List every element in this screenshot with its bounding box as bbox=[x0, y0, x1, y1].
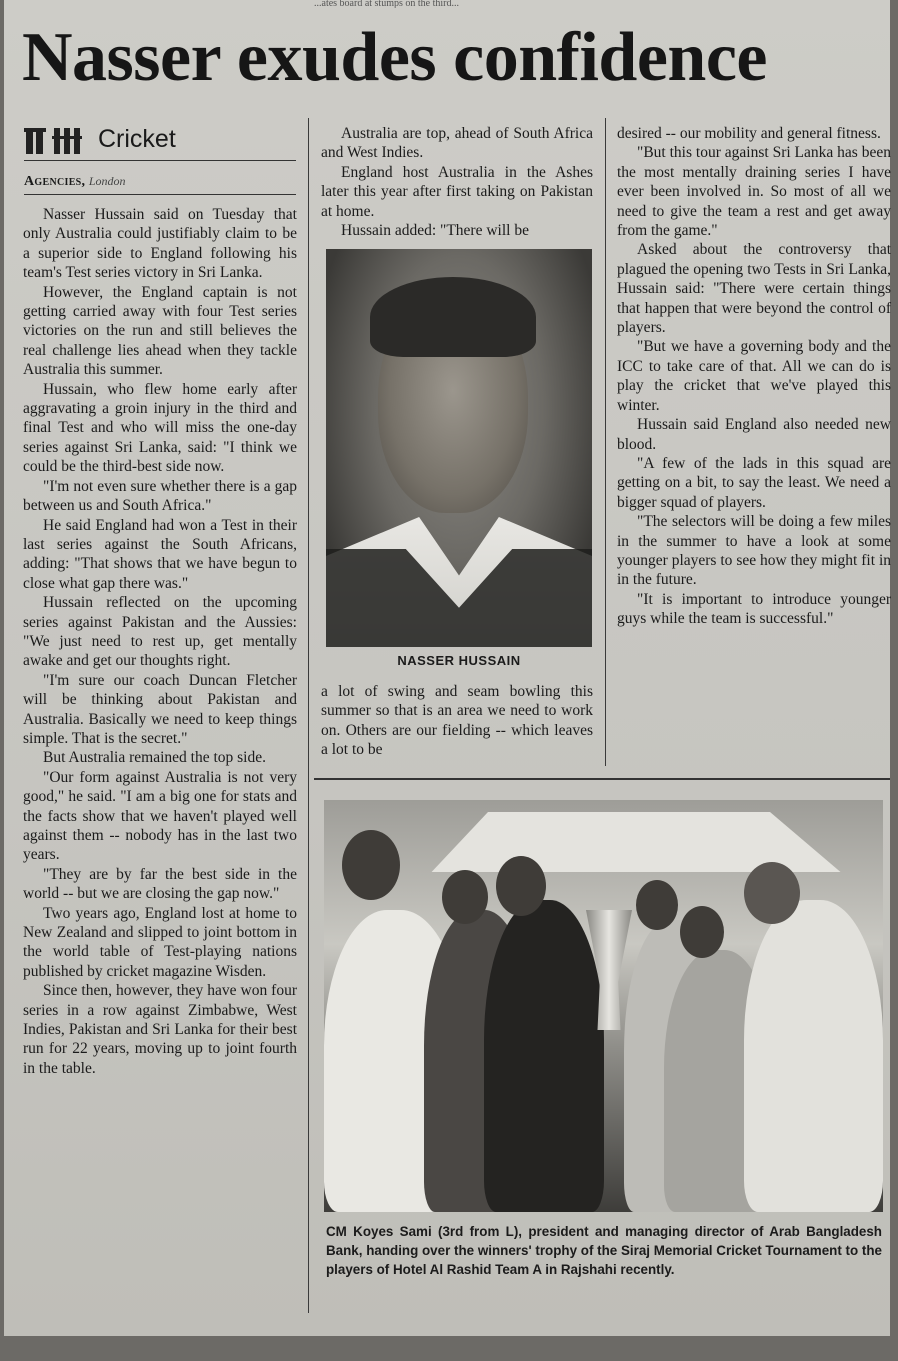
paragraph: Hussain said England also needed new blood. bbox=[617, 416, 891, 453]
paragraph: Two years ago, England lost at home to New Zealand and slipped to joint bottom in the world table of Test-playing nations published by cricket magazine Wisden. bbox=[23, 904, 297, 980]
paragraph: "I'm not even sure whether there is a gap between us and South Africa." bbox=[23, 477, 297, 515]
section-header bbox=[24, 118, 294, 158]
paragraph: "A few of the lads in this squad are getting on a bit, to say the least. We need a bigger squad of players. bbox=[617, 454, 891, 511]
paragraph: "I'm sure our coach Duncan Fletcher will be thinking about Pakistan and Australia. Basically we need to keep things simple. That is the secret." bbox=[23, 671, 297, 747]
paragraph: England host Australia in the Ashes later this year after first taking on Pakistan at home. bbox=[321, 163, 593, 220]
paragraph: Australia are top, ahead of South Africa and West Indies. bbox=[321, 125, 593, 162]
paragraph: Since then, however, they have won four series in a row against Zimbabwe, West Indies, Pakistan and Sri Lanka for their best run for 22 years, moving up to joint fourth in the table. bbox=[23, 982, 297, 1077]
cricket-stumps-logo-icon bbox=[24, 128, 92, 154]
paragraph: "They are by far the best side in the world -- but we are closing the gap now." bbox=[23, 865, 297, 903]
section-rule bbox=[24, 160, 296, 161]
player-portrait-photo bbox=[326, 249, 592, 647]
paragraph: Hussain, who flew home early after aggravating a groin injury in the third and final Test and who will miss the one-day series against Sri Lanka, said: "I think we could be the third-best side now. bbox=[23, 380, 297, 476]
head-shape bbox=[680, 906, 724, 958]
head-shape bbox=[496, 856, 546, 916]
paragraph: "But we have a governing body and the ICC to take care of that. All we can do is play the cricket that we've played this winter. bbox=[617, 338, 891, 414]
head-shape bbox=[744, 862, 800, 924]
head-shape bbox=[342, 830, 400, 900]
paragraph: "The selectors will be doing a few miles in the summer to have a look at some younger players to see how they might fit in in the future. bbox=[617, 513, 891, 589]
headline: Nasser exudes confidence bbox=[22, 19, 767, 96]
person-shape bbox=[484, 900, 604, 1212]
section-label: Cricket bbox=[98, 125, 176, 153]
newspaper-page bbox=[4, 0, 890, 1336]
paragraph: desired -- our mobility and general fitness. bbox=[617, 125, 881, 142]
head-shape bbox=[636, 880, 678, 930]
paragraph: But Australia remained the top side. bbox=[43, 749, 266, 767]
paragraph: Hussain reflected on the upcoming series against Pakistan and the Aussies: "We just need to rest up, get mentally awake and get our thoughts right. bbox=[23, 594, 297, 670]
canopy-shape bbox=[394, 812, 864, 872]
byline-source: Agencies, bbox=[24, 174, 86, 189]
head-shape bbox=[442, 870, 488, 924]
column-divider bbox=[605, 118, 606, 766]
trophy-presentation-photo bbox=[324, 800, 883, 1212]
paragraph: He said England had won a Test in their last series against the South Africans, adding: "That shows that we have begun to close what gap there was." bbox=[23, 516, 297, 592]
article-column-2-top bbox=[321, 124, 593, 240]
article-column-3 bbox=[617, 124, 891, 629]
person-shape bbox=[744, 900, 883, 1212]
byline-rule bbox=[24, 194, 296, 195]
paragraph: "But this tour against Sri Lanka has been the most mentally draining series I have ever been involved in. So most of all we need to give the team a rest and get away from the game." bbox=[617, 144, 891, 240]
paragraph: Hussain added: "There will be bbox=[341, 222, 529, 240]
paragraph: Asked about the controversy that plagued the opening two Tests in Sri Lanka, Hussain said: "There were certain things that happen that were beyond the control of players. bbox=[617, 241, 891, 337]
photo-box-top-rule bbox=[314, 778, 890, 780]
paragraph: Nasser Hussain said on Tuesday that only Australia could justifiably claim to be a superior side to England following his team's Test series victory in Sri Lanka. bbox=[23, 206, 297, 282]
byline bbox=[24, 172, 296, 191]
paragraph: "It is important to introduce younger guys while the team is successful." bbox=[617, 590, 891, 628]
paragraph: However, the England captain is not getting carried away with four Test series victories on the run and still believes the real challenge lies ahead when they tackle Australia this summer. bbox=[23, 283, 297, 379]
article-column-2-bottom bbox=[321, 682, 593, 760]
article-column-1 bbox=[23, 205, 297, 1078]
photo-caption: CM Koyes Sami (3rd from L), president and managing director of Arab Bangladesh Bank, handing over the winners' trophy of the Siraj Memorial Cricket Tournament to the players of Hotel Al Rashid Team A in Rajshahi recently. bbox=[326, 1224, 882, 1277]
hair-shape bbox=[370, 277, 536, 357]
clipped-top-text: ...ates board at stumps on the third... bbox=[314, 0, 459, 8]
paragraph: a lot of swing and seam bowling this summer so that is an area we need to work on. Others are our fielding -- which leaves a lot to be bbox=[321, 683, 593, 759]
column-divider bbox=[308, 118, 309, 1313]
byline-city: London bbox=[88, 174, 126, 188]
paragraph: "Our form against Australia is not very good," he said. "I am a big one for stats and the facts show that we haven't played well against them -- nobody has in the last two years. bbox=[23, 768, 297, 864]
photo-caption: NASSER HUSSAIN bbox=[397, 653, 521, 668]
